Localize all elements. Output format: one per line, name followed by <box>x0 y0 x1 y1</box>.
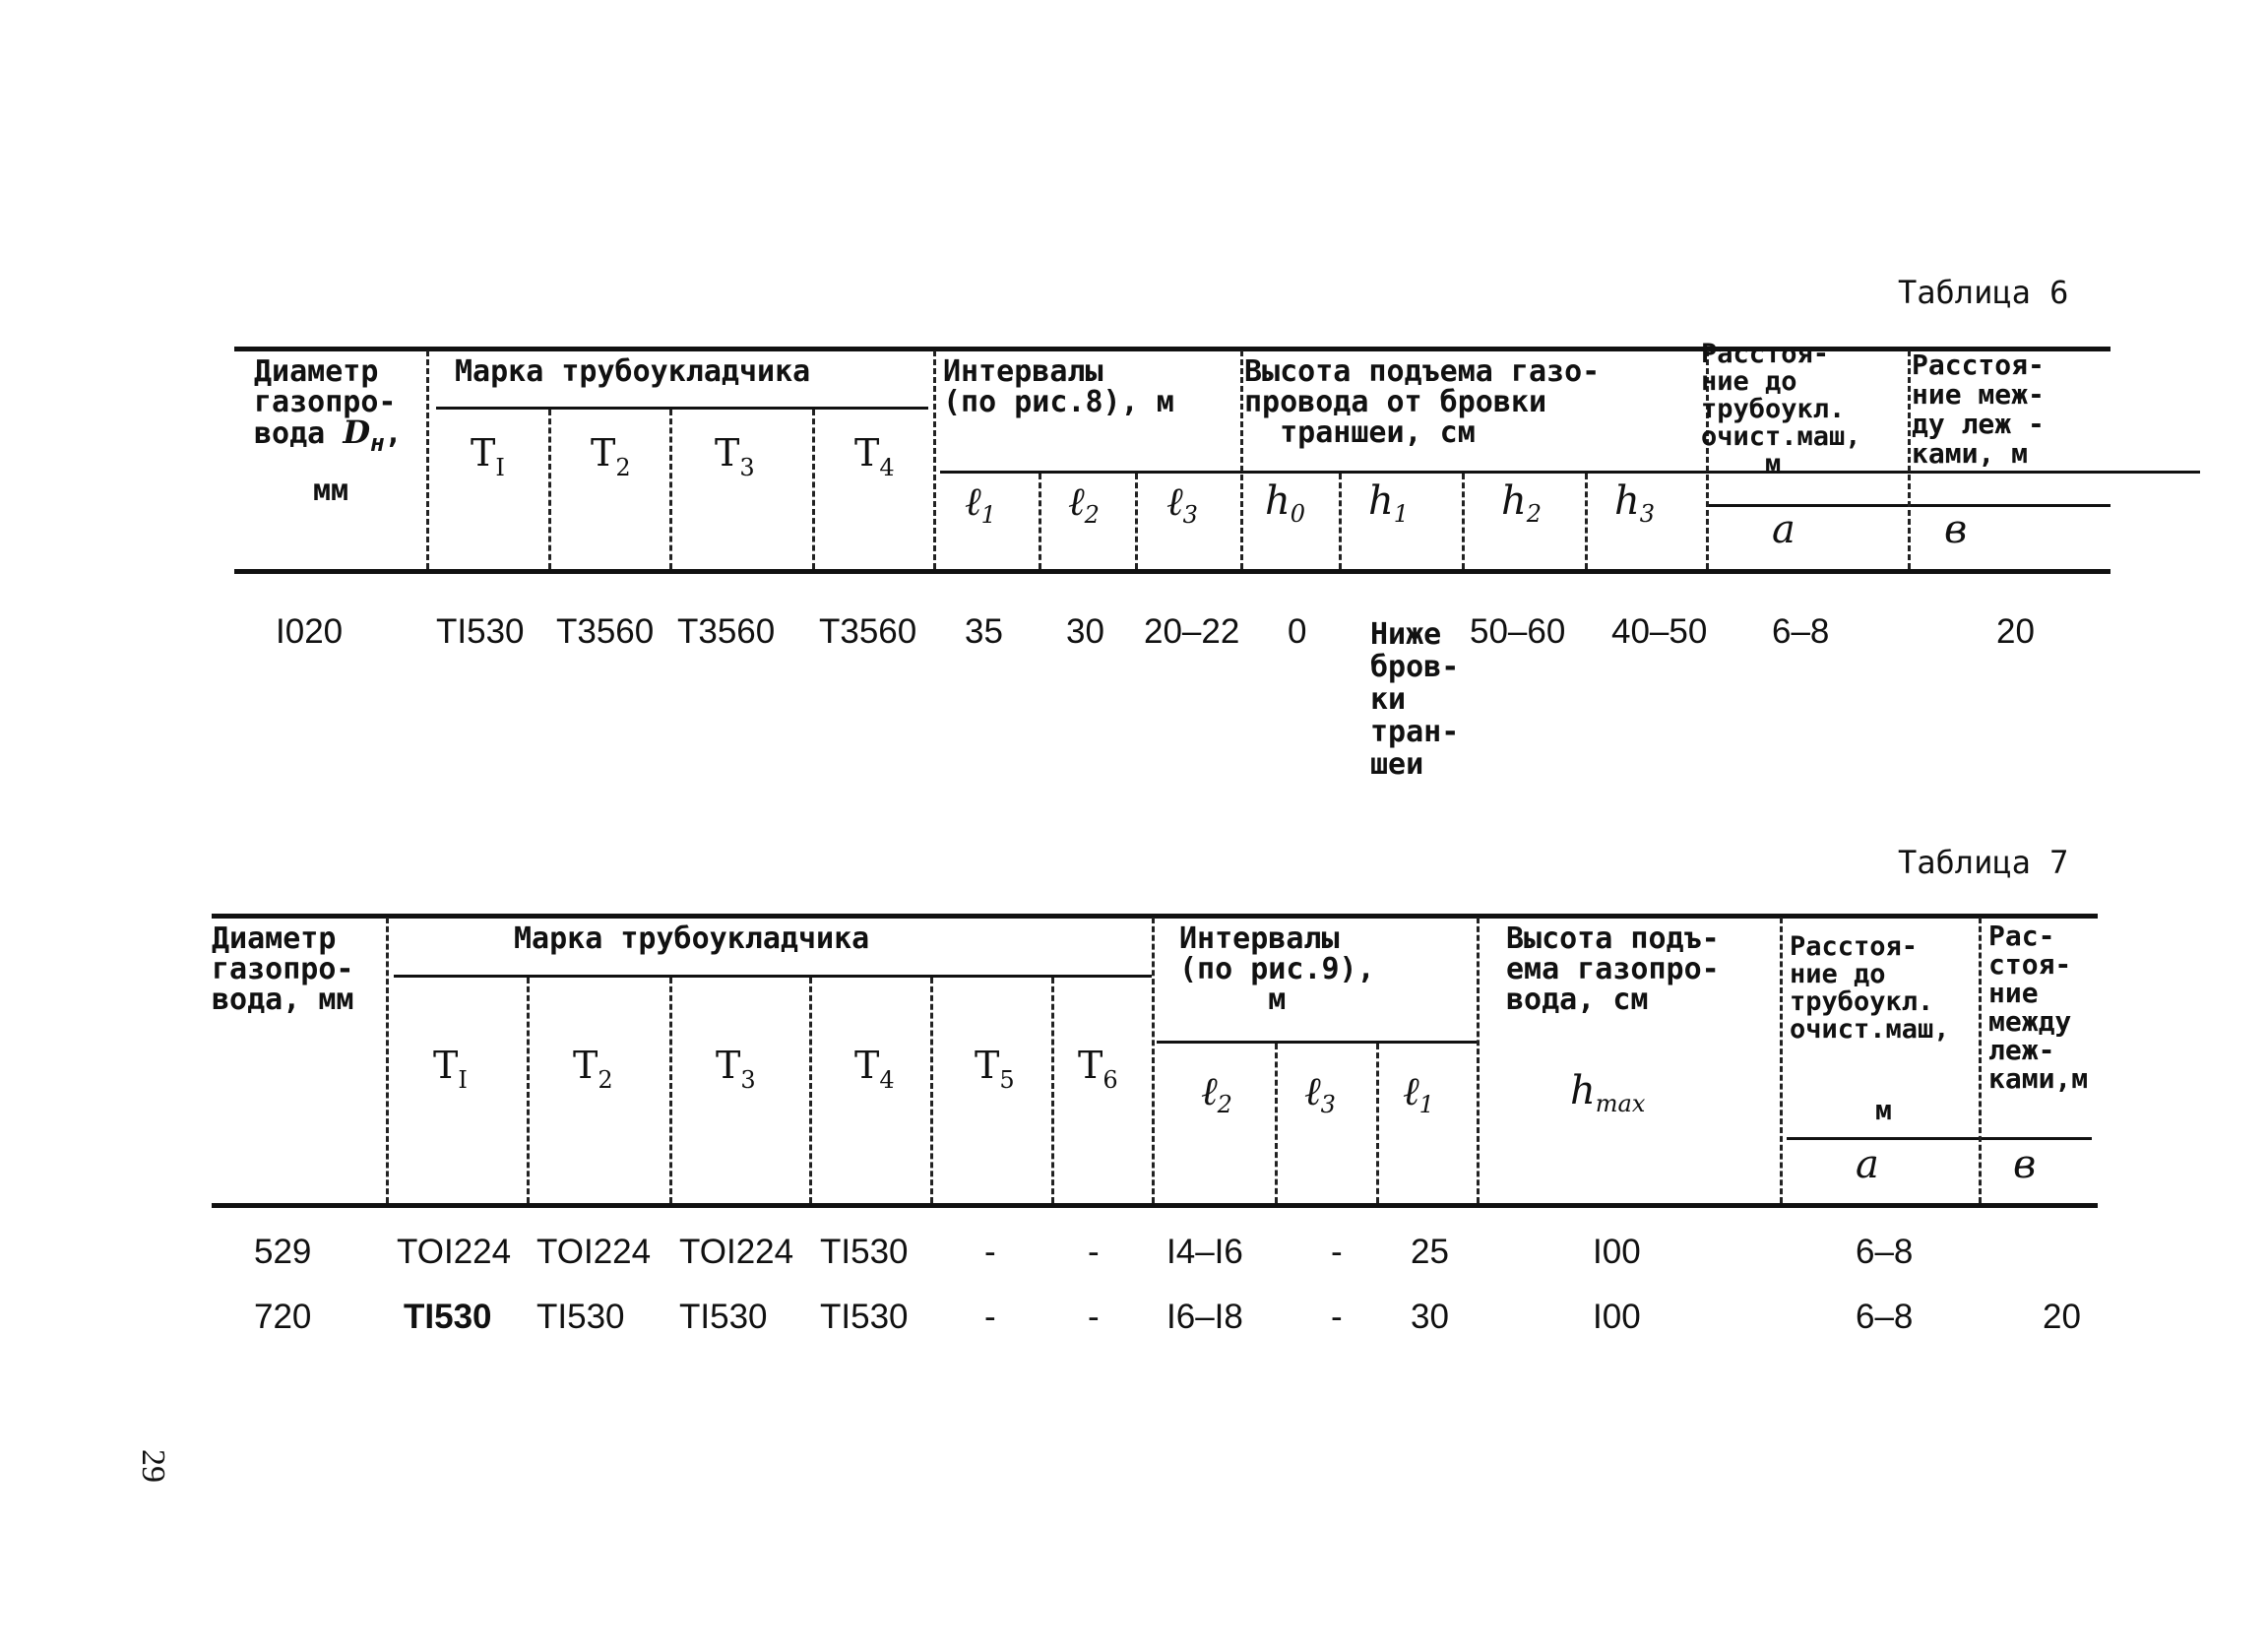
table6-header-mark: Марка трубоукладчика <box>455 354 811 389</box>
table7-row1-t1: TOI224 <box>397 1233 512 1271</box>
table7-col-sep <box>1376 1044 1379 1203</box>
table7-col-sep <box>809 978 812 1203</box>
table6-cell-l3: 20–22 <box>1144 612 1240 651</box>
table6-cell-t3: T3560 <box>677 612 776 651</box>
table7-col-sep <box>1275 1044 1278 1203</box>
table7-row2-t6: - <box>1088 1298 1100 1336</box>
table7-row2-hmax: I00 <box>1593 1298 1641 1336</box>
table7-header-b: в <box>2013 1142 2037 1187</box>
table6-cell-t4: T3560 <box>819 612 917 651</box>
table6-col-sep <box>1039 474 1041 569</box>
table7-header-l2: ℓ$_2$ <box>1201 1069 1232 1118</box>
table7-header-distance-b: Рас- стоя- ние между леж- ками,м <box>1988 920 2089 1095</box>
table7-header-height: Высота подъ- ема газопро- вода, см <box>1506 921 1720 1017</box>
table7-col-sep <box>1051 978 1054 1203</box>
table7-row1-t3: TOI224 <box>679 1233 794 1271</box>
table6-cell-t2: T3560 <box>556 612 655 651</box>
table7-row1-l2: I4–I6 <box>1166 1233 1243 1271</box>
table7-header-l3: ℓ$_3$ <box>1304 1069 1336 1118</box>
table7-header-distance-a-unit: м <box>1875 1094 1892 1126</box>
table7-header-bottom-rule <box>212 1203 2098 1208</box>
table7-row2-b: 20 <box>2043 1298 2081 1336</box>
table7-header-intervals: Интервалы (по рис.9), м <box>1179 921 1375 1017</box>
table7-top-rule <box>212 914 2098 919</box>
table7-row1-l3: - <box>1331 1233 1343 1271</box>
table6-cell-h3: 40–50 <box>1611 612 1708 651</box>
table6-header-t1: $T_I$ <box>471 431 505 481</box>
table6-header-t2: $T_2$ <box>591 431 631 481</box>
table7-row1-t2: TOI224 <box>536 1233 652 1271</box>
table6-header-intervals: Интервалы (по рис.8), м <box>943 354 1174 419</box>
table7-col-sep <box>1152 918 1155 1203</box>
table6-header-t4: $T_4$ <box>854 431 895 481</box>
table6-col-sep <box>1135 474 1138 569</box>
table7-header-t3: $T_3$ <box>716 1044 756 1094</box>
table6-col-sep <box>548 410 551 569</box>
table7-row2-t4: TI530 <box>820 1298 909 1336</box>
table6-header-distance-b: Расстоя- ние меж- ду леж - ками, м <box>1912 349 2045 470</box>
table7-col-sep <box>1979 918 1982 1203</box>
table7-caption: Таблица 7 <box>1898 844 2069 881</box>
table6-cell-t1: TI530 <box>436 612 525 651</box>
table6-header-distance-a: Расстоя- ние до трубоукл. очист.маш, м <box>1701 339 1861 479</box>
table7-row1-t4: TI530 <box>820 1233 909 1271</box>
table7-col-sep <box>386 918 389 1203</box>
table7-row1-a: 6–8 <box>1856 1233 1914 1271</box>
table7-row1-t5: - <box>984 1233 996 1271</box>
table7-row2-l2: I6–I8 <box>1166 1298 1243 1336</box>
table6-col-sep <box>1240 350 1243 569</box>
table6-cell-a: 6–8 <box>1772 612 1830 651</box>
table7-header-distance-a: Расстоя- ние до трубоукл. очист.маш, <box>1790 931 1950 1045</box>
table7-header-mark: Марка трубоукладчика <box>514 921 870 956</box>
table7-col-sep <box>1780 918 1783 1203</box>
table6-cell-h0: 0 <box>1288 612 1307 651</box>
table6-col-sep <box>1462 474 1465 569</box>
table7-row2-l1: 30 <box>1411 1298 1449 1336</box>
table7-col-sep <box>669 978 672 1203</box>
table6-header-h3: $h_3$ <box>1614 478 1656 528</box>
table7-int-rule <box>1157 1041 1477 1044</box>
table6-cell-b: 20 <box>1996 612 2035 651</box>
table7-row2-t2: TI530 <box>536 1298 625 1336</box>
table6-header-l3: ℓ$_3$ <box>1166 479 1198 529</box>
table6-cell-h1: Ниже бров- ки тран- шеи <box>1370 617 1460 782</box>
table6-sub-rule <box>940 471 2200 474</box>
table6-header-h0: $h_0$ <box>1265 478 1306 528</box>
table6-cell-l2: 30 <box>1066 612 1104 651</box>
table7-mark-rule <box>394 975 1152 978</box>
table6-cell-h2: 50–60 <box>1470 612 1566 651</box>
table6-header-l1: ℓ$_1$ <box>965 479 996 529</box>
table6-header-l2: ℓ$_2$ <box>1068 479 1100 529</box>
table7-header-t2: $T_2$ <box>573 1044 613 1094</box>
table7-row2-a: 6–8 <box>1856 1298 1914 1336</box>
table6-header-h1: $h_1$ <box>1368 478 1410 528</box>
table7-row2-t5: - <box>984 1298 996 1336</box>
table7-header-t4: $T_4$ <box>854 1044 895 1094</box>
table6-header-h2: $h_2$ <box>1501 478 1543 528</box>
table7-row1-t6: - <box>1088 1233 1100 1271</box>
table6-col-sep <box>933 350 936 569</box>
table6-cell-l1: 35 <box>965 612 1003 651</box>
table6-col-sep <box>426 350 429 569</box>
table7-header-diameter: Диаметр газопро- вода, мм <box>212 921 354 1017</box>
table6-header-height: Высота подъема газо- провода от бровки траншеи, см <box>1244 354 1601 450</box>
table6-header-a: a <box>1772 507 1796 552</box>
table7-header-t6: $T_6$ <box>1078 1044 1118 1094</box>
table6-header-diameter-unit: мм <box>313 474 349 508</box>
table6-col-sep <box>1585 474 1588 569</box>
table6-header-bottom-rule <box>234 569 2110 574</box>
table7-dist-rule <box>1787 1137 2092 1140</box>
table6-header-b: в <box>1944 507 1968 552</box>
table7-row1-hmax: I00 <box>1593 1233 1641 1271</box>
table7-row1-diameter: 529 <box>254 1233 312 1271</box>
table6-caption: Таблица 6 <box>1898 274 2069 311</box>
table7-col-sep <box>527 978 530 1203</box>
table6-cell-diameter: I020 <box>276 612 344 651</box>
table6-mark-rule <box>436 407 928 410</box>
table7-header-a: a <box>1856 1142 1879 1187</box>
table7-header-t1: $T_I$ <box>433 1044 468 1094</box>
table6-col-sep <box>669 410 672 569</box>
table7-col-sep <box>1477 918 1480 1203</box>
table6-header-t3: $T_3$ <box>715 431 755 481</box>
table7-row2-l3: - <box>1331 1298 1343 1336</box>
page-number: 29 <box>135 1449 171 1483</box>
table7-col-sep <box>930 978 933 1203</box>
table7-row2-t1: TI530 <box>404 1298 492 1336</box>
table7-row2-diameter: 720 <box>254 1298 312 1336</box>
table7-header-l1: ℓ$_1$ <box>1403 1069 1434 1118</box>
table6-col-sep <box>1908 350 1911 569</box>
table7-row2-t3: TI530 <box>679 1298 768 1336</box>
table6-col-sep <box>812 410 815 569</box>
table6-header-diameter: Диаметр газопро- вода $D_н$, <box>254 354 403 457</box>
table6-col-sep <box>1339 474 1342 569</box>
table7-header-hmax: $h_{max}$ <box>1570 1068 1646 1117</box>
table7-header-t5: $T_5$ <box>975 1044 1015 1094</box>
table7-row1-l1: 25 <box>1411 1233 1449 1271</box>
